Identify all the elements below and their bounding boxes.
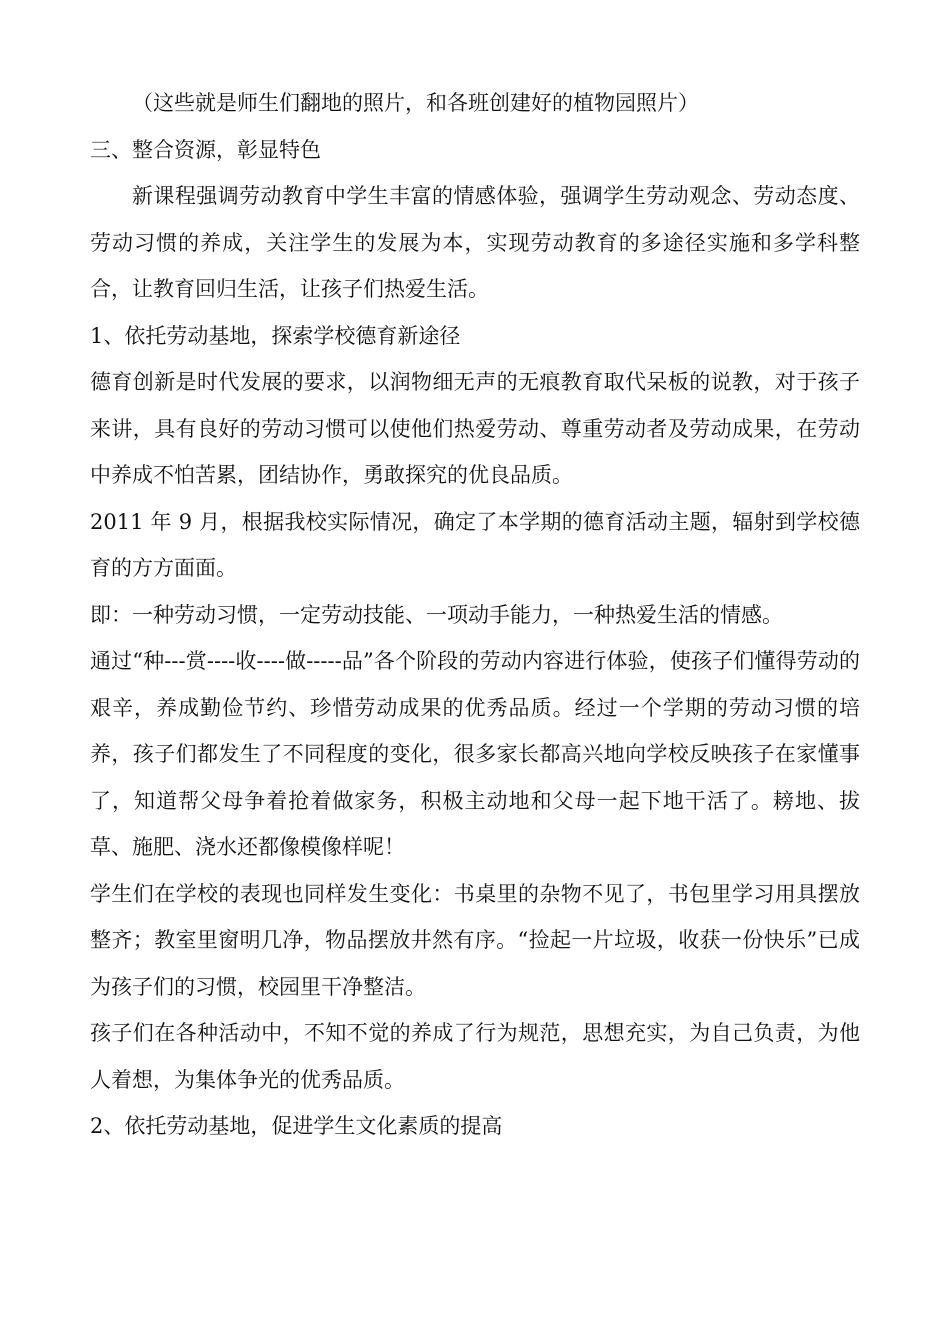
intro-paragraph: 新课程强调劳动教育中学生丰富的情感体验，强调学生劳动观念、劳动态度、劳动习惯的养成，关注学生的发展为本，实现劳动教育的多途径实施和多学科整合，让教育回归生活，让孩子们热爱生活。 — [90, 184, 860, 301]
photo-caption: （这些就是师生们翻地的照片，和各班创建好的植物园照片） — [132, 91, 699, 115]
stages-paragraph: 通过“种---赏----收----做-----品”各个阶段的劳动内容进行体验，使孩子们懂得劳动的艰辛，养成勤俭节约、珍惜劳动成果的优秀品质。经过一个学期的劳动习惯的培养，孩子们都发生了不同程度的变化，很多家长都高兴地向学校反映孩子在家懂事了，知道帮父母争着抢着做家务，积极主动地和父母一起下地干活了。耪地、拔草、施肥、浇水还都像模像样呢！ — [90, 649, 860, 859]
theme-paragraph: 2011 年 9 月，根据我校实际情况，确定了本学期的德育活动主题，辐射到学校德育的方方面面。 — [90, 509, 860, 580]
subheading: 2、依托劳动基地，促进学生文化素质的提高 — [90, 1114, 503, 1138]
school-behavior-paragraph: 学生们在学校的表现也同样发生变化：书桌里的杂物不见了，书包里学习用具摆放整齐；教室里窗明几净，物品摆放井然有序。“捡起一片垃圾，收获一份快乐”已成为孩子们的习惯，校园里干净整洁。 — [90, 881, 860, 999]
qualities-paragraph: 孩子们在各种活动中，不知不觉的养成了行为规范，思想充实，为自己负责，为他人着想，为集体争光的优秀品质。 — [90, 1021, 860, 1092]
section-heading: 三、整合资源，彰显特色 — [90, 137, 321, 162]
theme-definition: 即：一种劳动习惯，一定劳动技能、一项动手能力，一种热爱生活的情感。 — [90, 602, 783, 627]
moral-education-paragraph: 德育创新是时代发展的要求，以润物细无声的无痕教育取代呆板的说教，对于孩子来讲，具有良好的劳动习惯可以使他们热爱劳动、尊重劳动者及劳动成果，在劳动中养成不怕苦累，团结协作，勇敢探究的优良品质。 — [90, 370, 860, 487]
document-body — [90, 80, 860, 1150]
subheading: 1、依托劳动基地，探索学校德育新途径 — [90, 323, 461, 348]
